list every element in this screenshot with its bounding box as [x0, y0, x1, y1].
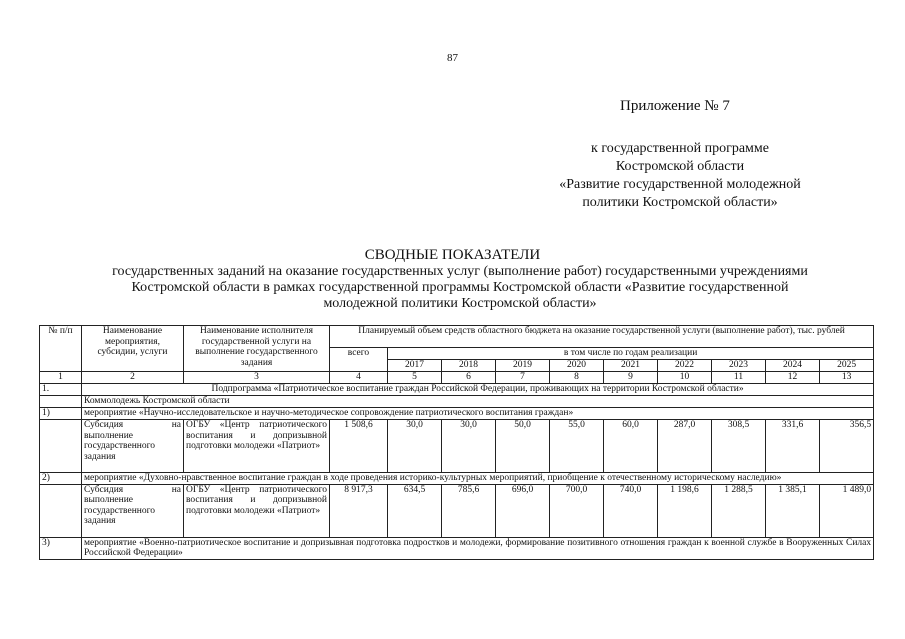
agency-row	[40, 396, 874, 408]
subsidy-total: 8 917,3	[330, 484, 388, 537]
header-year: 2023	[712, 360, 766, 372]
header-year: 2021	[604, 360, 658, 372]
subsidy-name: Субсидия на выполнение государственного задания	[82, 484, 184, 537]
subsidy-row	[40, 484, 874, 537]
subsidy-value: 1 288,5	[712, 484, 766, 537]
subsidy-value: 785,6	[442, 484, 496, 537]
subsidy-executor: ОГБУ «Центр патриотического воспитания и допризывной подготовки молодежи «Патриот»	[184, 420, 330, 473]
subsidy-value: 1 385,1	[766, 484, 820, 537]
subsidy-value: 331,6	[766, 420, 820, 473]
header-total: всего	[330, 348, 388, 372]
col-number: 10	[658, 372, 712, 384]
subtitle-line: молодежной политики Костромской области»	[323, 296, 597, 311]
header-year: 2020	[550, 360, 604, 372]
col-number: 6	[442, 372, 496, 384]
header-num: № п/п	[40, 326, 82, 372]
header-event: Наименование мероприятия, субсидии, услуги	[82, 326, 184, 372]
program-line: Костромской области	[615, 159, 745, 174]
event-row	[40, 537, 874, 559]
subsidy-value: 700,0	[550, 484, 604, 537]
page-number: 87	[447, 52, 458, 64]
subsidy-value: 1 489,0	[820, 484, 874, 537]
subsidy-value: 634,5	[388, 484, 442, 537]
subsidy-value: 50,0	[496, 420, 550, 473]
subsidy-value: 308,5	[712, 420, 766, 473]
subsidy-value: 1 198,6	[658, 484, 712, 537]
subsidy-name: Субсидия на выполнение государственного задания	[82, 420, 184, 473]
header-planned: Планируемый объем средств областного бюджета на оказание государственной услуги (выполнение работ), тыс. рублей	[330, 326, 874, 348]
header-year: 2019	[496, 360, 550, 372]
program-line: к государственной программе	[591, 141, 769, 156]
subsidy-value: 60,0	[604, 420, 658, 473]
event-row	[40, 408, 874, 420]
col-number: 11	[712, 372, 766, 384]
subprogram-title: Подпрограмма «Патриотическое воспитание граждан Российской Федерации, проживающих на территории Костромской области»	[82, 384, 874, 396]
col-number: 2	[82, 372, 184, 384]
program-line: политики Костромской области»	[582, 195, 778, 210]
header-year: 2017	[388, 360, 442, 372]
subprogram-row	[40, 384, 874, 396]
document-subtitle	[60, 264, 860, 312]
event-num: 1)	[40, 408, 82, 420]
header-by-years: в том числе по годам реализации	[388, 348, 874, 360]
header-year: 2024	[766, 360, 820, 372]
col-number: 8	[550, 372, 604, 384]
col-number: 5	[388, 372, 442, 384]
col-number: 13	[820, 372, 874, 384]
subsidy-total: 1 508,6	[330, 420, 388, 473]
event-num: 3)	[40, 537, 82, 559]
event-num: 2)	[40, 473, 82, 485]
subsidy-value: 55,0	[550, 420, 604, 473]
col-number: 1	[40, 372, 82, 384]
header-executor: Наименование исполнителя государственной услуги на выполнение государственного задания	[184, 326, 330, 372]
col-number: 3	[184, 372, 330, 384]
event-title: мероприятие «Научно-исследовательское и научно-методическое сопровождение патриотического воспитания граждан»	[82, 408, 874, 420]
subsidy-value: 30,0	[442, 420, 496, 473]
col-number: 9	[604, 372, 658, 384]
agency-name: Коммолодежь Костромской области	[82, 396, 874, 408]
event-title: мероприятие «Духовно-нравственное воспитание граждан в ходе проведения историко-культурных мероприятий, приобщение к отечественному историческому наследию»	[82, 473, 874, 485]
subsidy-executor: ОГБУ «Центр патриотического воспитания и допризывной подготовки молодежи «Патриот»	[184, 484, 330, 537]
header-year: 2025	[820, 360, 874, 372]
subsidy-row	[40, 420, 874, 473]
document-title: СВОДНЫЕ ПОКАЗАТЕЛИ	[364, 247, 541, 263]
subprogram-num: 1.	[40, 384, 82, 396]
subsidy-value: 287,0	[658, 420, 712, 473]
col-number: 12	[766, 372, 820, 384]
column-number-row	[40, 372, 874, 384]
subsidy-value: 740,0	[604, 484, 658, 537]
header-year: 2018	[442, 360, 496, 372]
subsidy-value: 696,0	[496, 484, 550, 537]
program-reference	[540, 140, 820, 212]
event-title: мероприятие «Военно-патриотическое воспитание и допризывная подготовка подростков и молодежи, формирование позитивного отношения граждан к военной службе в Вооруженных Силах Российской Федерации»	[82, 537, 874, 559]
col-number: 4	[330, 372, 388, 384]
subsidy-value: 30,0	[388, 420, 442, 473]
program-line: «Развитие государственной молодежной	[559, 177, 801, 192]
subtitle-line: государственных заданий на оказание государственных услуг (выполнение работ) государственными учреждениями	[112, 264, 808, 279]
col-number: 7	[496, 372, 550, 384]
indicators-table	[39, 325, 874, 560]
subsidy-value: 356,5	[820, 420, 874, 473]
appendix-label: Приложение № 7	[620, 98, 730, 114]
event-row	[40, 473, 874, 485]
header-year: 2022	[658, 360, 712, 372]
subtitle-line: Костромской области в рамках государственной программы Костромской области «Развитие государственной	[131, 280, 789, 295]
